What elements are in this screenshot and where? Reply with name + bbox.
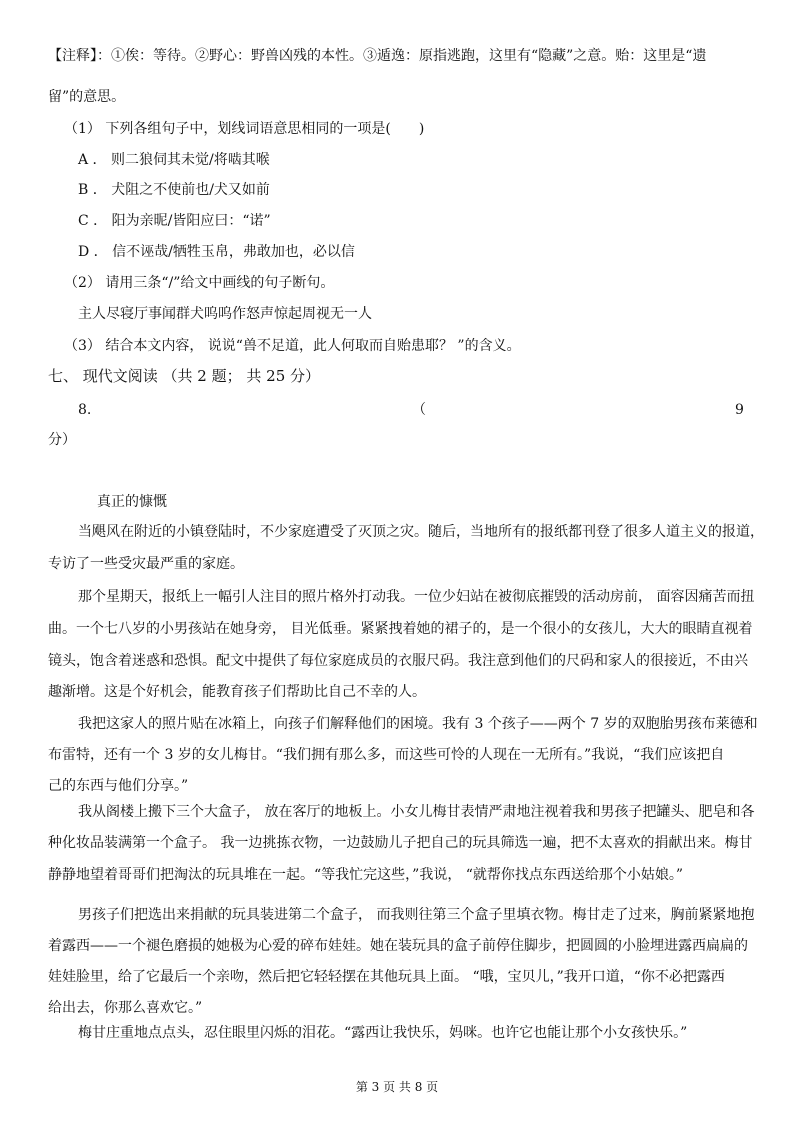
question-8-score: 9 <box>735 402 744 418</box>
article-line: 静静地望着哥哥们把淘汰的玩具堆在一起。“等我忙完这些，”我说， “就帮你找点东西送给那个小姑娘。” <box>48 867 684 883</box>
article-line: 娃娃脸里，给了它最后一个亲吻，然后把它轻轻摆在其他玩具上面。 “哦，宝贝儿，”我开口道，“你不必把露西 <box>48 969 725 985</box>
article-line: 己的东西与他们分享。” <box>48 778 189 794</box>
option-c: C ． 阳为亲昵/皆阳应曰：“诺” <box>78 213 271 229</box>
option-b: B ． 犬阻之不使前也/犬又如前 <box>78 182 270 198</box>
question-8-paren: （ <box>412 402 426 418</box>
article-line: 曲。一个七八岁的小男孩站在她身旁， 目光低垂。紧紧拽着她的裙子的，是一个很小的女孩儿，大大的眼睛直视着 <box>48 621 753 637</box>
option-d: D ． 信不诬哉/牺牲玉帛，弗敢加也，必以信 <box>78 244 355 260</box>
annotation-line-1: 【注释】：①俟：等待。②野心：野兽凶残的本性。③遁逸：原指逃跑，这里有“隐藏”之意。贻：这里是“遗 <box>48 48 707 64</box>
article-line: 我把这家人的照片贴在冰箱上，向孩子们解释他们的困境。我有 3 个孩子——两个 7 岁的双胞胎男孩布莱德和 <box>78 716 758 732</box>
page-footer: 第 3 页 共 8 页 <box>355 1080 439 1094</box>
section-heading: 七、 现代文阅读 （共 2 题； 共 25 分） <box>48 367 321 385</box>
article-line: 给出去，你那么喜欢它。” <box>48 1000 203 1016</box>
question-2: （2） 请用三条“/”给文中画线的句子断句。 <box>64 275 335 291</box>
question-8-number: 8. <box>78 402 92 418</box>
article-line: 我从阁楼上搬下三个大盒子， 放在客厅的地板上。小女儿梅甘表情严肃地注视着我和男孩子把罐头、肥皂和各 <box>78 804 755 820</box>
article-line: 着露西——一个褪色磨损的她极为心爱的碎布娃娃。她在装玩具的盒子前停住脚步，把圆圆的小脸埋进露西扁扁的 <box>48 938 748 954</box>
article-line: 专访了一些受灾最严重的家庭。 <box>48 556 244 572</box>
annotation-line-2: 留”的意思。 <box>48 89 126 105</box>
article-line: 趣渐增。这是个好机会，能教育孩子们帮助比自己不幸的人。 <box>48 684 426 700</box>
article-line: 梅甘庄重地点点头，忍住眼里闪烁的泪花。“露西让我快乐，妈咪。也许它也能让那个小女孩快乐。” <box>78 1025 688 1041</box>
question-1: （1） 下列各组句子中，划线词语意思相同的一项是( ) <box>64 121 425 137</box>
question-3: （3） 结合本文内容， 说说“兽不足道，此人何取而自贻患耶？ ”的含义。 <box>64 338 521 354</box>
article-line: 当飓风在附近的小镇登陆时，不少家庭遭受了灭顶之灾。随后，当地所有的报纸都刊登了很多人道主义的报道， <box>78 524 764 540</box>
question-8-score-unit: 分） <box>48 432 76 448</box>
option-a: A ． 则二狼伺其未觉/将啮其喉 <box>78 152 270 168</box>
article-line: 镜头，饱含着迷惑和恐惧。配文中提供了每位家庭成员的衣服尺码。我注意到他们的尺码和家人的很接近，不由兴 <box>48 653 748 669</box>
article-line: 男孩子们把选出来捐献的玩具装进第二个盒子， 而我则往第三个盒子里填衣物。梅甘走了过来，胸前紧紧地抱 <box>78 907 755 923</box>
article-title: 真正的慷慨 <box>97 494 167 510</box>
article-line: 种化妆品装满第一个盒子。 我一边挑拣衣物，一边鼓励儿子把自己的玩具筛选一遍，把不太喜欢的捐献出来。梅甘 <box>48 835 753 851</box>
article-line: 那个星期天，报纸上一幅引人注目的照片格外打动我。一位少妇站在被彻底摧毁的活动房前， 面容因痛苦而扭 <box>78 589 755 605</box>
article-line: 布雷特，还有一个 3 岁的女儿梅甘。“我们拥有那么多，而这些可怜的人现在一无所有。”我说，“我们应该把自 <box>48 747 725 763</box>
question-2-sentence: 主人尽寝厅事闻群犬呜呜作怒声惊起周视无一人 <box>78 306 372 322</box>
